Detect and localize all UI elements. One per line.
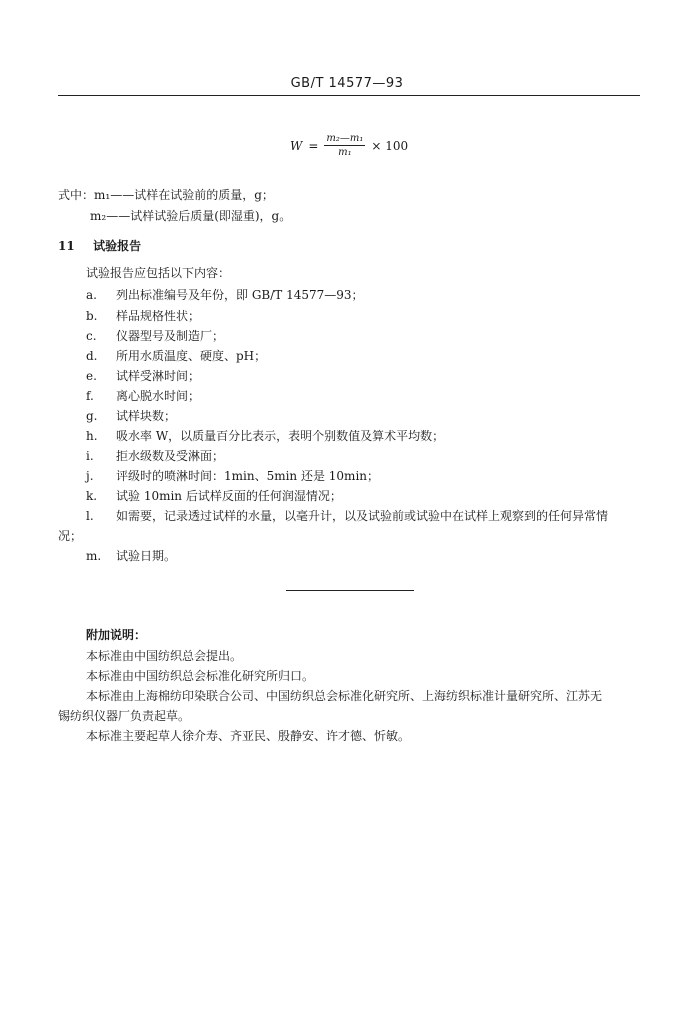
water-absorption-formula (290, 133, 408, 158)
formula-equals: = (308, 138, 319, 153)
report-item-a: a. 列出标准编号及年份，即 GB/T 14577—93； (86, 288, 364, 302)
variable-definition-m2: m₂——试样试验后质量(即湿重)，g。 (90, 209, 292, 223)
header-rule (58, 95, 640, 96)
report-item-e: e. 试样受淋时间； (86, 369, 201, 383)
appendix-line: 本标准主要起草人徐介寿、齐亚民、殷静安、许才德、忻敏。 (86, 729, 411, 743)
formula-denominator: m₁ (338, 147, 352, 158)
formula-multiplier: × 100 (371, 138, 409, 153)
report-item-l-continued: 况； (58, 529, 83, 543)
report-item-b: b. 样品规格性状； (86, 309, 201, 323)
report-item-d: d. 所用水质温度、硬度、pH； (86, 349, 267, 363)
formula-numerator: m₂—m₁ (326, 133, 364, 144)
section-title: 试验报告 (93, 239, 142, 253)
formula-lhs: W (290, 138, 303, 153)
report-item-k: k. 试验 10min 后试样反面的任何润湿情况； (86, 489, 342, 503)
section-number: 11 (58, 239, 75, 253)
appendix-title: 附加说明： (86, 628, 147, 642)
report-item-c: c. 仪器型号及制造厂； (86, 329, 225, 343)
report-item-f: f. 离心脱水时间； (86, 389, 201, 403)
appendix-line: 本标准由中国纺织总会标准化研究所归口。 (86, 669, 315, 683)
section-divider (286, 590, 414, 591)
report-item-i: i. 拒水级数及受淋面； (86, 449, 225, 463)
section-heading (58, 237, 141, 254)
appendix-line: 本标准由中国纺织总会提出。 (86, 649, 243, 663)
report-item-h: h. 吸水率 W，以质量百分比表示，表明个别数值及算术平均数； (86, 429, 445, 443)
document-header: GB/T 14577—93 (290, 76, 404, 91)
appendix-line: 本标准由上海棉纺印染联合公司、中国纺织总会标准化研究所、上海纺织标准计量研究所、江苏无 (86, 689, 603, 703)
report-item-m: m. 试验日期。 (86, 549, 177, 563)
formula-fraction (324, 133, 365, 158)
report-item-g: g. 试样块数； (86, 409, 177, 423)
appendix-line: 锡纺织仪器厂负责起草。 (58, 709, 191, 723)
report-item-j: j. 评级时的喷淋时间：1min、5min 还是 10min； (86, 469, 380, 483)
variable-definition-m1: 式中：m₁——试样在试验前的质量，g； (58, 188, 274, 202)
report-item-l: l. 如需要，记录透过试样的水量，以毫升计，以及试验前或试验中在试样上观察到的任何异常情 (86, 509, 609, 523)
report-intro: 试验报告应包括以下内容： (86, 266, 231, 280)
